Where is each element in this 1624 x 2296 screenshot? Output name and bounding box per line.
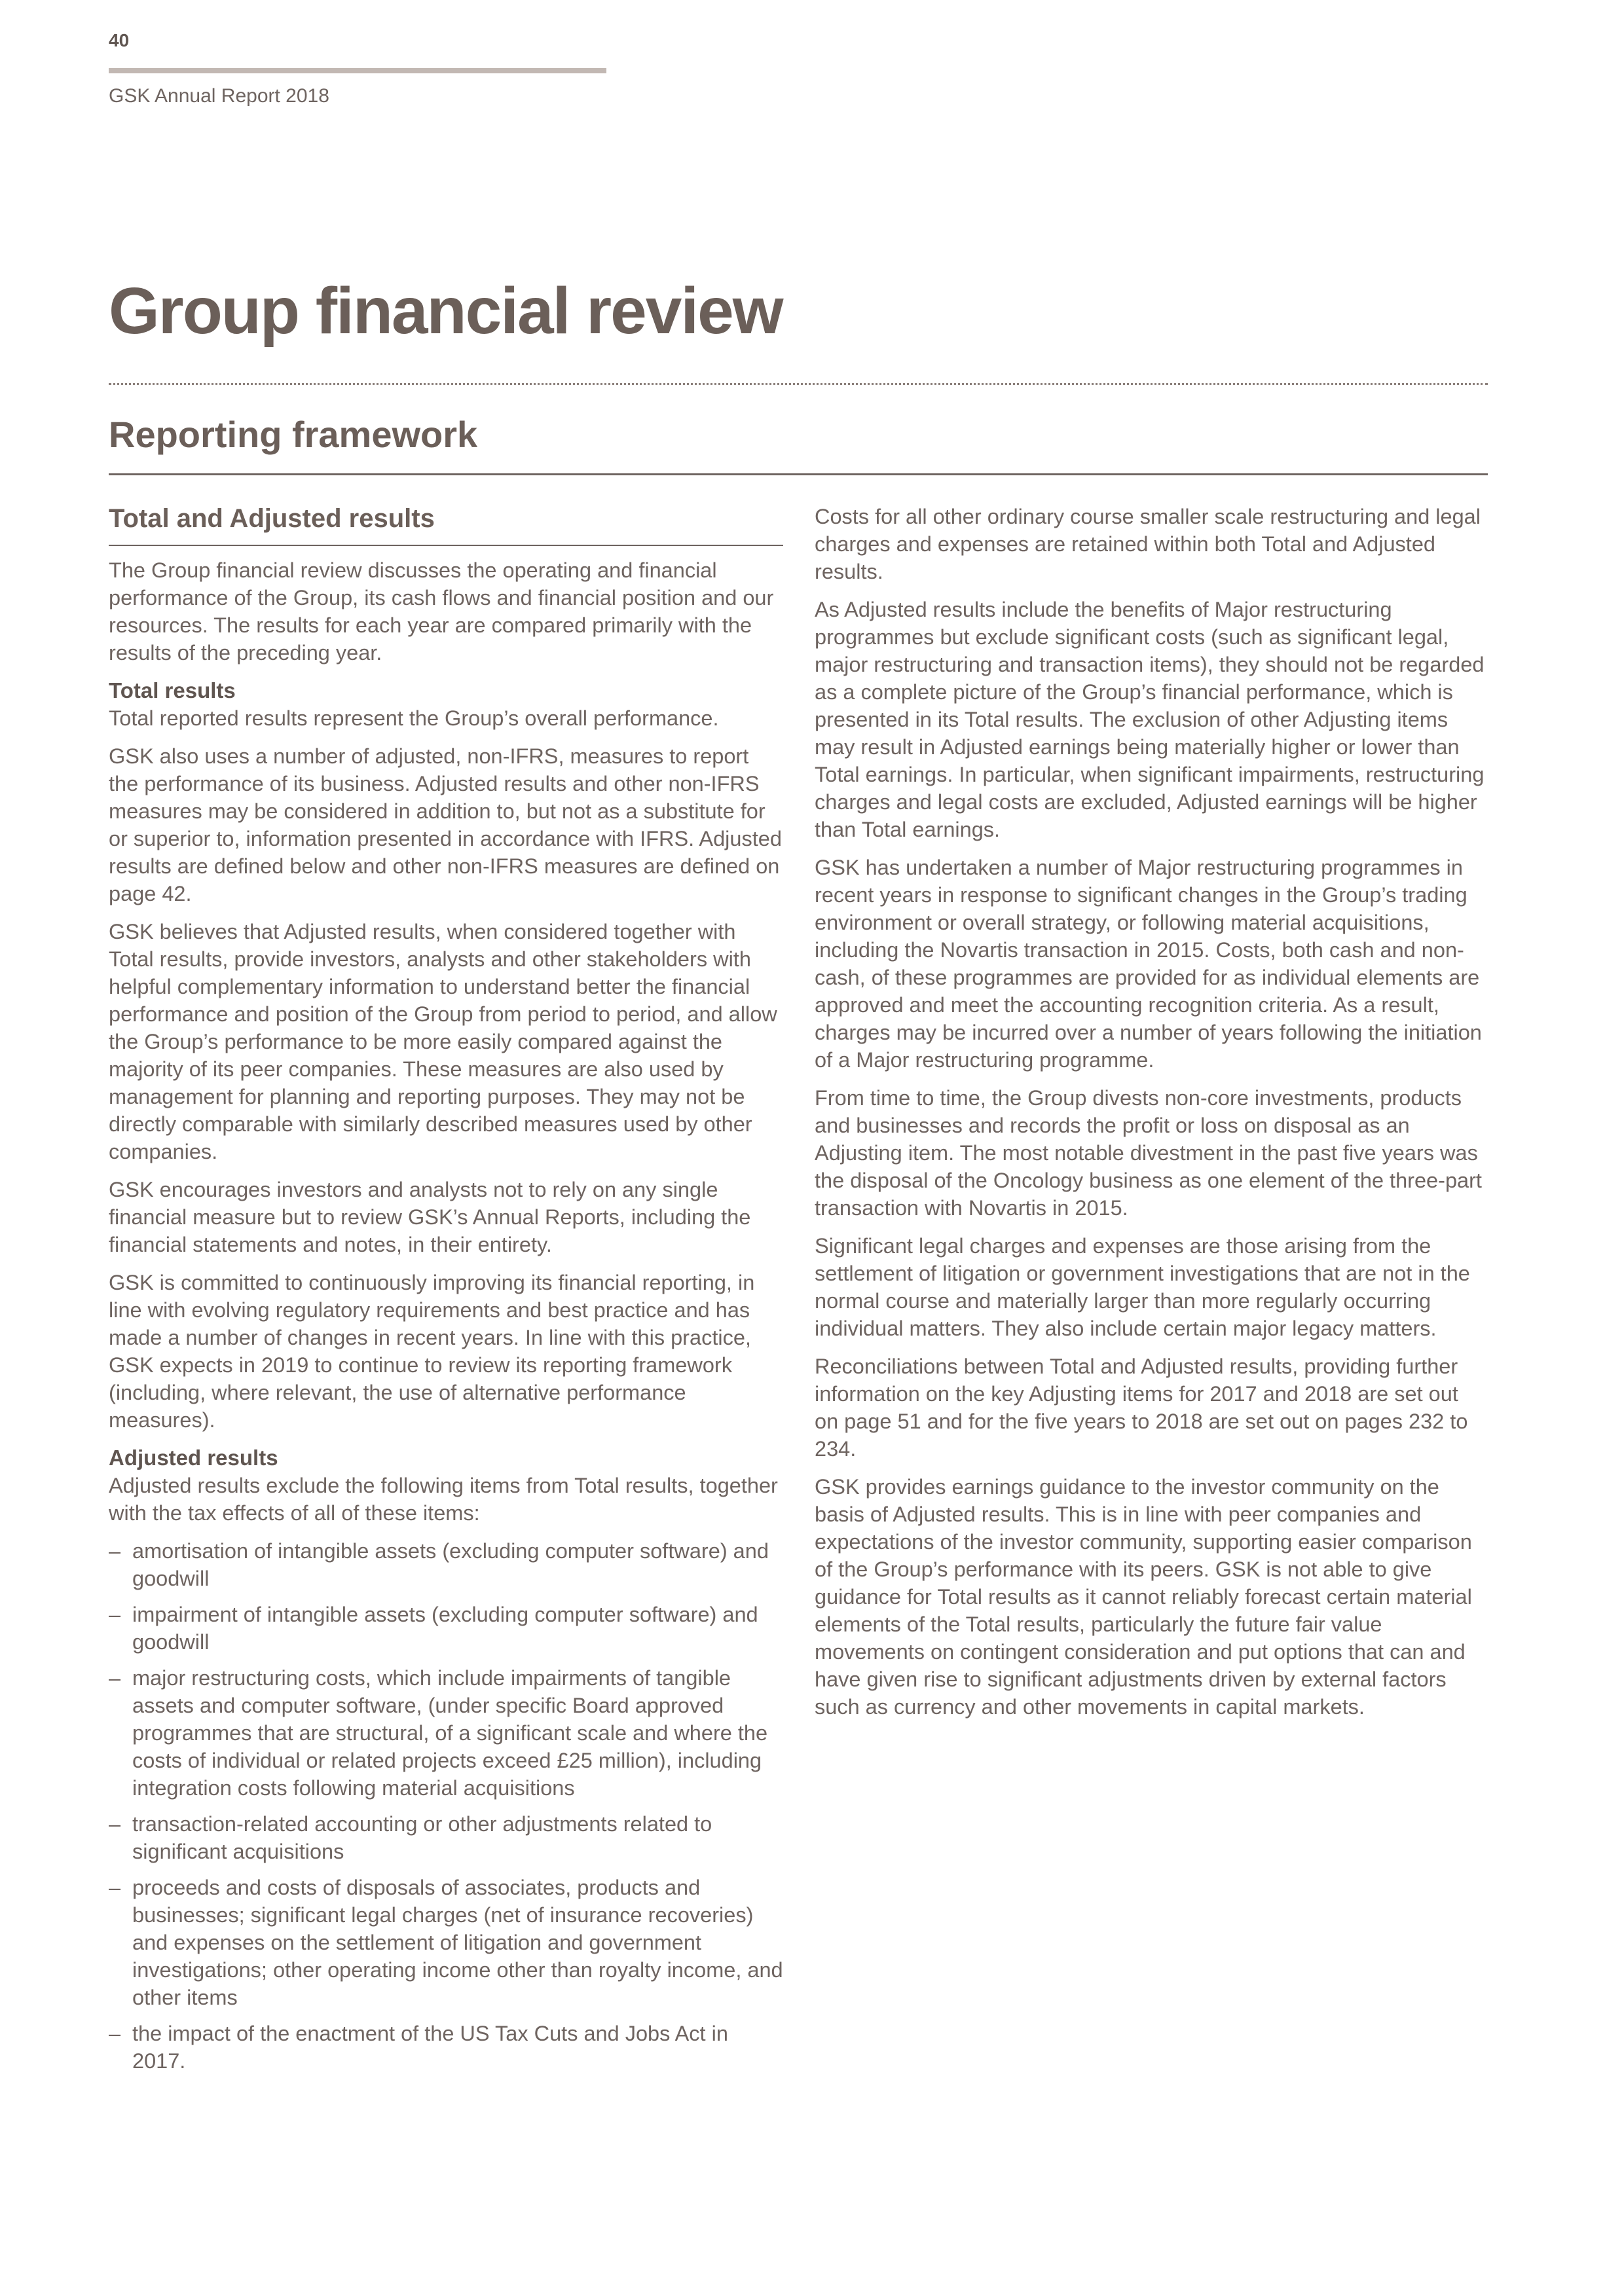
intro-paragraph: The Group financial review discusses the operating and financial performance of the Group, its cash flows and financial position and our resources. The results for each year are compared primarily with the results of the preceding year. <box>109 558 774 665</box>
report-name: GSK Annual Report 2018 <box>109 85 329 107</box>
dotted-divider <box>109 383 1488 385</box>
list-item-text: transaction-related accounting or other adjustments related to significant acquisitions <box>132 1812 712 1863</box>
bullet-dash: – <box>109 1539 121 1563</box>
total-results-heading: Total results <box>109 678 236 702</box>
header-rule <box>109 68 606 73</box>
adjusted-results-heading: Adjusted results <box>109 1446 278 1470</box>
list-item <box>109 1537 783 1592</box>
list-item <box>109 1664 783 1802</box>
paragraph: GSK is committed to continuously improving its financial reporting, in line with evolving regulatory requirements and best practice and has made a number of changes in recent years. In line with this practice, GSK expects in 2019 to continue to review its reporting framework (including, where relevant, the use of alternative performance measures). <box>109 1271 755 1432</box>
list-item <box>109 1810 783 1865</box>
paragraph: Total reported results represent the Group’s overall performance. <box>109 706 719 730</box>
list-item <box>109 2020 783 2075</box>
list-item-text: amortisation of intangible assets (excluding computer software) and goodwill <box>132 1539 769 1590</box>
section-divider <box>109 473 1488 475</box>
page-title: Group financial review <box>109 274 783 348</box>
paragraph: Significant legal charges and expenses are those arising from the settlement of litigation or government investigations that are not in the normal course and materially larger than more regularly occurring individual matters. They also include certain major legacy matters. <box>815 1234 1470 1340</box>
bullet-dash: – <box>109 1666 121 1690</box>
bullet-dash: – <box>109 1603 121 1626</box>
paragraph: As Adjusted results include the benefits of Major restructuring programmes but exclude significant costs (such as significant legal, major restructuring and transaction items), they should not be regarded as a complete picture of the Group’s financial performance, which is presented in its Total results. The exclusion of other Adjusting items may result in Adjusted earnings being materially higher or lower than Total earnings. In particular, when significant impairments, restructuring charges and legal costs are excluded, Adjusted earnings will be higher than Total earnings. <box>815 598 1485 841</box>
adjusting-items-list <box>109 1537 783 2075</box>
paragraph: GSK also uses a number of adjusted, non-IFRS, measures to report the performance of its business. Adjusted results and other non-IFRS measures may be considered in addition to, but not as a substitute for or superior to, information presented in accordance with IFRS. Adjusted results are defined below and other non-IFRS measures are defined on page 42. <box>109 744 782 905</box>
section-title: Reporting framework <box>109 414 478 455</box>
paragraph: Adjusted results exclude the following items from Total results, together with the tax effects of all of these items: <box>109 1474 778 1525</box>
bullet-dash: – <box>109 1812 121 1836</box>
list-item-text: impairment of intangible assets (excluding computer software) and goodwill <box>132 1603 758 1654</box>
subsection-heading: Total and Adjusted results <box>109 503 783 546</box>
paragraph: GSK has undertaken a number of Major restructuring programmes in recent years in response to significant changes in the Group’s trading environment or overall strategy, or following material acquisitions, including the Novartis transaction in 2015. Costs, both cash and non-cash, of these programmes are provided for as individual elements are approved and meet the accounting recognition criteria. As a result, charges may be incurred over a number of years following the initiation of a Major restructuring programme. <box>815 856 1482 1072</box>
paragraph: From time to time, the Group divests non-core investments, products and businesses and records the profit or loss on disposal as an Adjusting item. The most notable divestment in the past five years was the disposal of the Oncology business as one element of the three-part transaction with Novartis in 2015. <box>815 1086 1482 1220</box>
paragraph: Costs for all other ordinary course smaller scale restructuring and legal charges and expenses are retained within both Total and Adjusted results. <box>815 505 1481 583</box>
left-column <box>109 503 783 2083</box>
list-item-text: major restructuring costs, which include impairments of tangible assets and computer software, (under specific Board approved programmes that are structural, of a significant scale and where the costs of individual or related projects exceed £25 million), including integration costs following material acquisitions <box>132 1666 768 1800</box>
paragraph: GSK encourages investors and analysts not to rely on any single financial measure but to review GSK’s Annual Reports, including the financial statements and notes, in their entirety. <box>109 1178 751 1256</box>
bullet-dash: – <box>109 1876 121 1899</box>
list-item-text: proceeds and costs of disposals of associates, products and businesses; significant legal charges (net of insurance recoveries) and expenses on the settlement of litigation and government investigations; other operating income other than royalty income, and other items <box>132 1876 783 2009</box>
list-item-text: the impact of the enactment of the US Tax Cuts and Jobs Act in 2017. <box>132 2022 728 2073</box>
page-number: 40 <box>109 30 130 50</box>
list-item <box>109 1874 783 2011</box>
right-column <box>815 503 1488 1731</box>
bullet-dash: – <box>109 2022 121 2045</box>
paragraph: GSK believes that Adjusted results, when considered together with Total results, provide investors, analysts and other stakeholders with helpful complementary information to understand better the financial performance and position of the Group from period to period, and allow the Group’s performance to be more easily compared against the majority of its peer companies. These measures are also used by management for planning and reporting purposes. They may not be directly comparable with similarly described measures used by other companies. <box>109 920 777 1163</box>
list-item <box>109 1601 783 1656</box>
paragraph: Reconciliations between Total and Adjusted results, providing further information on the key Adjusting items for 2017 and 2018 are set out on page 51 and for the five years to 2018 are set out on pages 232 to 234. <box>815 1355 1468 1461</box>
paragraph: GSK provides earnings guidance to the investor community on the basis of Adjusted results. This is in line with peer companies and expectations of the investor community, supporting easier comparison of the Group’s performance with its peers. GSK is not able to give guidance for Total results as it cannot reliably forecast certain material elements of the Total results, particularly the future fair value movements on contingent consideration and put options that can and have given rise to significant adjustments driven by external factors such as currency and other movements in capital markets. <box>815 1475 1472 1719</box>
